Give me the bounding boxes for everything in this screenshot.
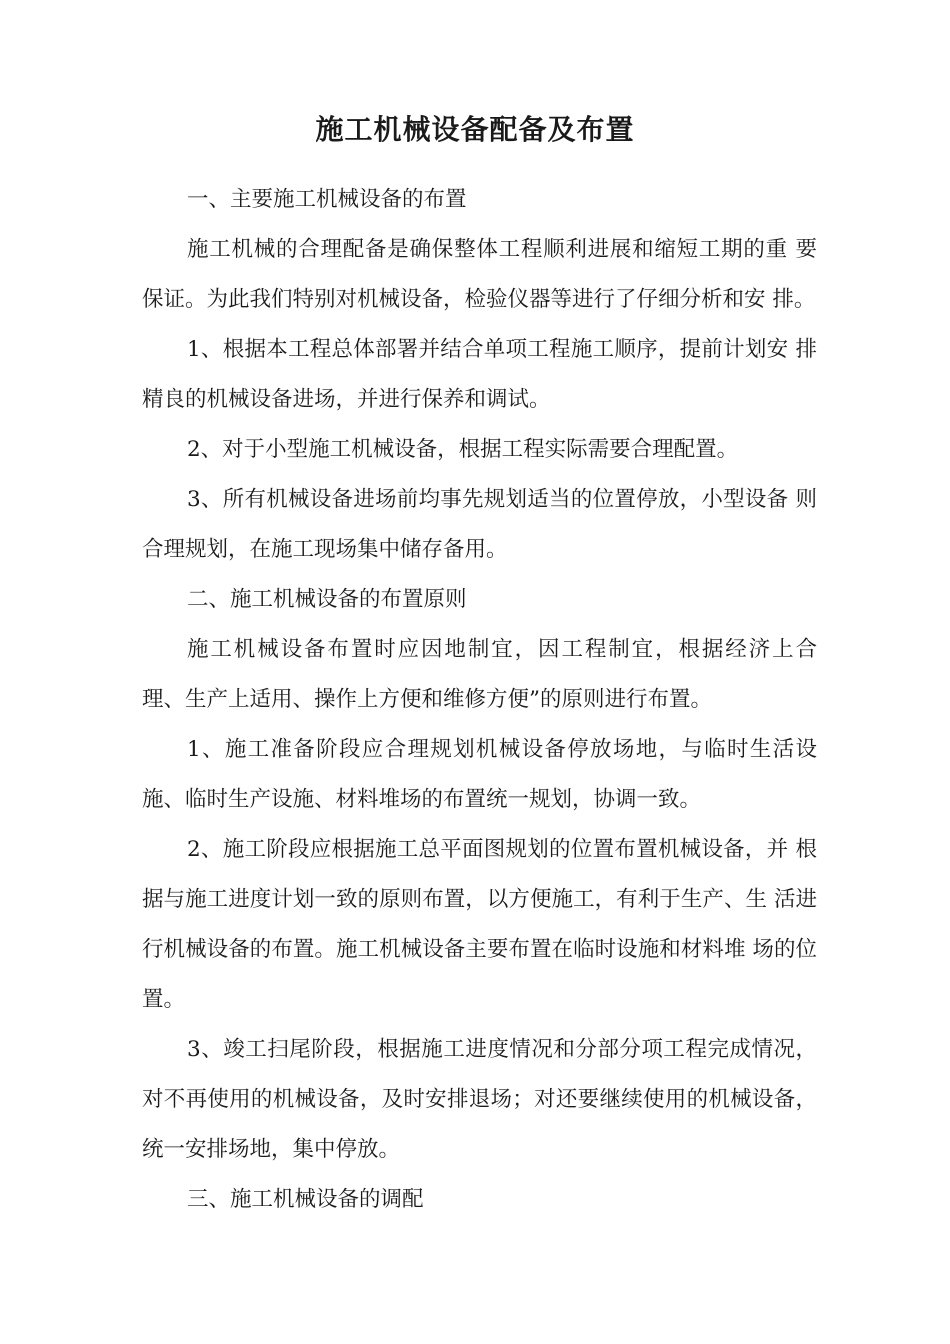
list-item: 1、施工准备阶段应合理规划机械设备停放场地，与临时生活设施、临时生产设施、材料堆场的布置统一规划，协调一致。: [142, 737, 817, 812]
document-title: 施工机械设备配备及布置: [315, 113, 635, 146]
paragraph: 施工机械的合理配备是确保整体工程顺利进展和缩短工期的重 要保证。为此我们特别对机械设备，检验仪器等进行了仔细分析和安 排。: [142, 237, 817, 312]
section-heading-2: 二、施工机械设备的布置原则: [187, 587, 467, 612]
list-item: 2、施工阶段应根据施工总平面图规划的位置布置机械设备，并 根据与施工进度计划一致的原则布置，以方便施工，有利于生产、生 活进行机械设备的布置。施工机械设备主要布置在临时设施和材料堆 场的位置。: [142, 837, 817, 1012]
section-heading-1: 一、主要施工机械设备的布置: [187, 187, 467, 212]
list-item: 3、所有机械设备进场前均事先规划适当的位置停放，小型设备 则合理规划，在施工现场集中储存备用。: [142, 487, 817, 562]
paragraph: 施工机械设备布置时应因地制宜，因工程制宜，根据经济上合 理、生产上适用、操作上方便和维修方便”的原则进行布置。: [142, 637, 817, 712]
document-body: [142, 175, 817, 1225]
section-heading-3: 三、施工机械设备的调配: [187, 1187, 424, 1212]
list-item: 2、对于小型施工机械设备，根据工程实际需要合理配置。: [187, 437, 739, 462]
list-item: 3、竣工扫尾阶段，根据施工进度情况和分部分项工程完成情况，对不再使用的机械设备，及时安排退场；对还要继续使用的机械设备，统一安排场地，集中停放。: [142, 1037, 817, 1162]
list-item: 1、根据本工程总体部署并结合单项工程施工顺序，提前计划安 排精良的机械设备进场，并进行保养和调试。: [142, 337, 817, 412]
